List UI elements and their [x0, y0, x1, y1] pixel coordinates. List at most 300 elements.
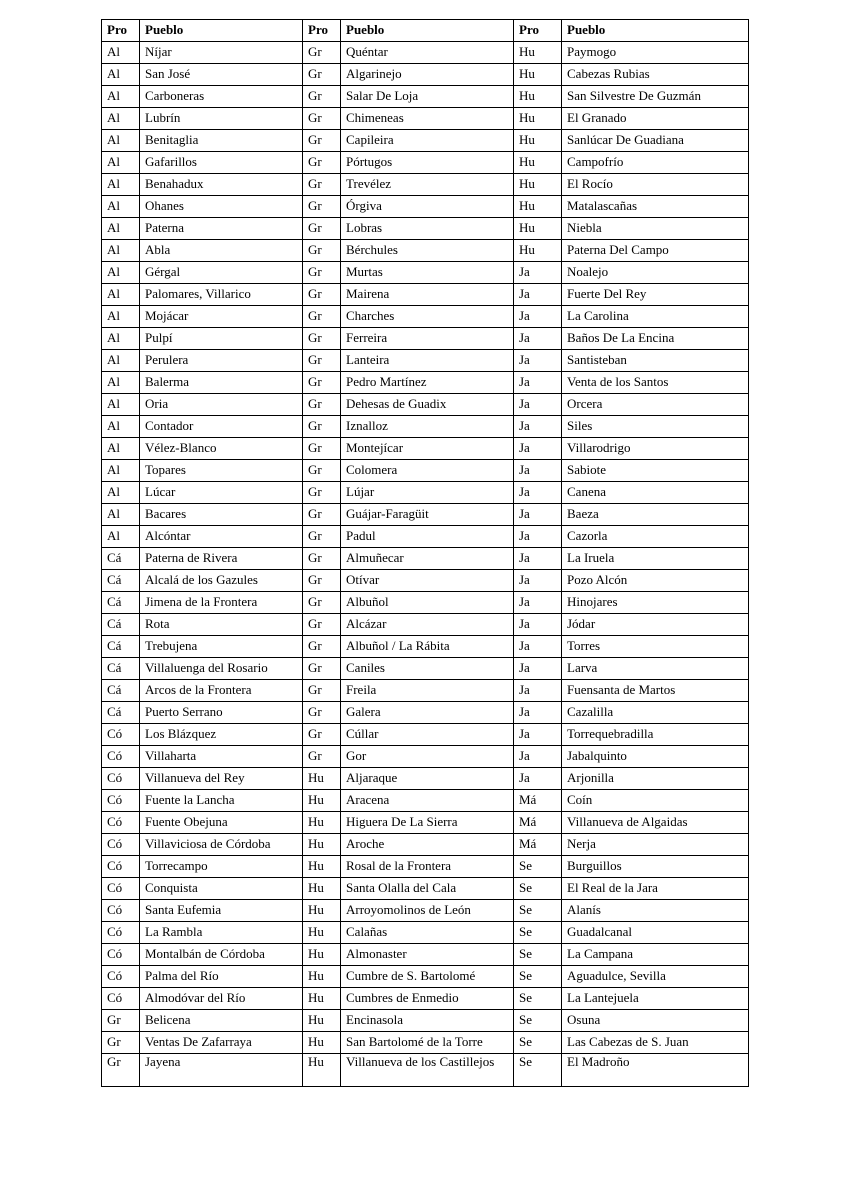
- province-cell: Gr: [303, 482, 341, 504]
- province-cell: Có: [102, 966, 140, 988]
- province-cell: Ja: [514, 504, 562, 526]
- province-cell: Ja: [514, 570, 562, 592]
- town-cell: Villaviciosa de Córdoba: [140, 834, 303, 856]
- table-row: [102, 812, 749, 834]
- province-cell: Se: [514, 922, 562, 944]
- province-cell: Se: [514, 878, 562, 900]
- town-cell: Albuñol / La Rábita: [341, 636, 514, 658]
- province-cell: Hu: [303, 1054, 341, 1087]
- province-cell: Gr: [303, 152, 341, 174]
- header-pro-3: Pro: [514, 20, 562, 42]
- province-cell: Hu: [303, 900, 341, 922]
- town-cell: Vélez-Blanco: [140, 438, 303, 460]
- table-row: [102, 350, 749, 372]
- province-cell: Al: [102, 86, 140, 108]
- town-cell: Contador: [140, 416, 303, 438]
- town-cell: Cazalilla: [562, 702, 749, 724]
- province-cell: Ja: [514, 526, 562, 548]
- province-cell: Có: [102, 768, 140, 790]
- province-cell: Hu: [514, 64, 562, 86]
- province-cell: Hu: [303, 1032, 341, 1054]
- town-cell: Fuerte Del Rey: [562, 284, 749, 306]
- town-cell: Guadalcanal: [562, 922, 749, 944]
- town-cell: Sabiote: [562, 460, 749, 482]
- town-cell: Venta de los Santos: [562, 372, 749, 394]
- table-row: [102, 1032, 749, 1054]
- town-cell: Montejícar: [341, 438, 514, 460]
- header-pueblo-1: Pueblo: [140, 20, 303, 42]
- table-body: [102, 42, 749, 1087]
- town-cell: Conquista: [140, 878, 303, 900]
- town-cell: Los Blázquez: [140, 724, 303, 746]
- province-cell: Hu: [303, 768, 341, 790]
- table-row: [102, 438, 749, 460]
- town-cell: Villaluenga del Rosario: [140, 658, 303, 680]
- table-row: [102, 42, 749, 64]
- province-cell: Cá: [102, 680, 140, 702]
- province-cell: Gr: [303, 218, 341, 240]
- province-cell: Gr: [303, 328, 341, 350]
- province-cell: Ja: [514, 614, 562, 636]
- province-cell: Gr: [102, 1010, 140, 1032]
- table-row: [102, 548, 749, 570]
- province-cell: Al: [102, 130, 140, 152]
- province-cell: Gr: [303, 394, 341, 416]
- province-cell: Se: [514, 900, 562, 922]
- towns-table: [101, 19, 749, 1087]
- town-cell: Cabezas Rubias: [562, 64, 749, 86]
- town-cell: Pozo Alcón: [562, 570, 749, 592]
- town-cell: La Rambla: [140, 922, 303, 944]
- province-cell: Ja: [514, 680, 562, 702]
- province-cell: Cá: [102, 702, 140, 724]
- town-cell: Albuñol: [341, 592, 514, 614]
- town-cell: Cumbres de Enmedio: [341, 988, 514, 1010]
- town-cell: Oria: [140, 394, 303, 416]
- province-cell: Ja: [514, 372, 562, 394]
- province-cell: Gr: [303, 702, 341, 724]
- table-row: [102, 570, 749, 592]
- town-cell: Algarinejo: [341, 64, 514, 86]
- table-row: [102, 724, 749, 746]
- province-cell: Gr: [303, 240, 341, 262]
- table-row: [102, 790, 749, 812]
- province-cell: Hu: [514, 108, 562, 130]
- table-row: [102, 64, 749, 86]
- town-cell: Sanlúcar De Guadiana: [562, 130, 749, 152]
- province-cell: Có: [102, 812, 140, 834]
- town-cell: Colomera: [341, 460, 514, 482]
- province-cell: Ja: [514, 306, 562, 328]
- province-cell: Gr: [303, 658, 341, 680]
- town-cell: Gérgal: [140, 262, 303, 284]
- table-row: [102, 834, 749, 856]
- table-row: [102, 196, 749, 218]
- town-cell: Aguadulce, Sevilla: [562, 966, 749, 988]
- town-cell: Guájar-Faragüit: [341, 504, 514, 526]
- province-cell: Gr: [303, 724, 341, 746]
- town-cell: Siles: [562, 416, 749, 438]
- header-pueblo-3: Pueblo: [562, 20, 749, 42]
- province-cell: Có: [102, 878, 140, 900]
- table-row: [102, 746, 749, 768]
- province-cell: Hu: [514, 152, 562, 174]
- province-cell: Al: [102, 328, 140, 350]
- table-row: [102, 526, 749, 548]
- province-cell: Gr: [303, 350, 341, 372]
- province-cell: Gr: [303, 108, 341, 130]
- town-cell: Rota: [140, 614, 303, 636]
- town-cell: Abla: [140, 240, 303, 262]
- town-cell: Santa Olalla del Cala: [341, 878, 514, 900]
- table-row: [102, 922, 749, 944]
- table-row: [102, 394, 749, 416]
- town-cell: Paterna Del Campo: [562, 240, 749, 262]
- town-cell: Pulpí: [140, 328, 303, 350]
- province-cell: Gr: [303, 130, 341, 152]
- town-cell: Cazorla: [562, 526, 749, 548]
- town-cell: Aljaraque: [341, 768, 514, 790]
- town-cell: Chimeneas: [341, 108, 514, 130]
- town-cell: Benahadux: [140, 174, 303, 196]
- province-cell: Hu: [303, 944, 341, 966]
- province-cell: Ja: [514, 394, 562, 416]
- province-cell: Gr: [303, 570, 341, 592]
- town-cell: Noalejo: [562, 262, 749, 284]
- table-row: [102, 900, 749, 922]
- town-cell: Arcos de la Frontera: [140, 680, 303, 702]
- town-cell: El Madroño: [562, 1054, 749, 1087]
- province-cell: Hu: [514, 130, 562, 152]
- province-cell: Se: [514, 856, 562, 878]
- province-cell: Má: [514, 812, 562, 834]
- town-cell: Alcóntar: [140, 526, 303, 548]
- town-cell: Dehesas de Guadix: [341, 394, 514, 416]
- town-cell: Coín: [562, 790, 749, 812]
- province-cell: Hu: [514, 218, 562, 240]
- province-cell: Al: [102, 460, 140, 482]
- province-cell: Ja: [514, 350, 562, 372]
- town-cell: Palma del Río: [140, 966, 303, 988]
- town-cell: La Lantejuela: [562, 988, 749, 1010]
- town-cell: Canena: [562, 482, 749, 504]
- town-cell: Alcázar: [341, 614, 514, 636]
- town-cell: Almodóvar del Río: [140, 988, 303, 1010]
- town-cell: El Rocío: [562, 174, 749, 196]
- province-cell: Gr: [303, 746, 341, 768]
- town-cell: Torrequebradilla: [562, 724, 749, 746]
- province-cell: Se: [514, 1032, 562, 1054]
- province-cell: Ja: [514, 262, 562, 284]
- town-cell: Topares: [140, 460, 303, 482]
- province-cell: Hu: [514, 240, 562, 262]
- table-row: [102, 614, 749, 636]
- town-cell: Almonaster: [341, 944, 514, 966]
- table-row: [102, 174, 749, 196]
- town-cell: Otívar: [341, 570, 514, 592]
- town-cell: Rosal de la Frontera: [341, 856, 514, 878]
- town-cell: Freila: [341, 680, 514, 702]
- province-cell: Hu: [303, 988, 341, 1010]
- province-cell: Al: [102, 438, 140, 460]
- town-cell: La Iruela: [562, 548, 749, 570]
- province-cell: Al: [102, 240, 140, 262]
- town-cell: Trebujena: [140, 636, 303, 658]
- town-cell: Matalascañas: [562, 196, 749, 218]
- province-cell: Gr: [303, 372, 341, 394]
- table-row: [102, 108, 749, 130]
- province-cell: Al: [102, 262, 140, 284]
- province-cell: Ja: [514, 702, 562, 724]
- town-cell: Aroche: [341, 834, 514, 856]
- province-cell: Gr: [303, 614, 341, 636]
- town-cell: Paymogo: [562, 42, 749, 64]
- province-cell: Al: [102, 504, 140, 526]
- town-cell: Caniles: [341, 658, 514, 680]
- town-cell: Belicena: [140, 1010, 303, 1032]
- town-cell: Villarodrigo: [562, 438, 749, 460]
- town-cell: Carboneras: [140, 86, 303, 108]
- province-cell: Ja: [514, 746, 562, 768]
- town-cell: Salar De Loja: [341, 86, 514, 108]
- town-cell: Mairena: [341, 284, 514, 306]
- town-cell: Lanteira: [341, 350, 514, 372]
- town-cell: Larva: [562, 658, 749, 680]
- town-cell: San Bartolomé de la Torre: [341, 1032, 514, 1054]
- town-cell: Lubrín: [140, 108, 303, 130]
- province-cell: Gr: [303, 196, 341, 218]
- town-cell: Jabalquinto: [562, 746, 749, 768]
- province-cell: Gr: [303, 64, 341, 86]
- town-cell: Fuente la Lancha: [140, 790, 303, 812]
- province-cell: Al: [102, 372, 140, 394]
- province-cell: Al: [102, 42, 140, 64]
- town-cell: Lobras: [341, 218, 514, 240]
- province-cell: Gr: [303, 284, 341, 306]
- table-row: [102, 152, 749, 174]
- town-cell: Orcera: [562, 394, 749, 416]
- province-cell: Hu: [303, 878, 341, 900]
- province-cell: Al: [102, 526, 140, 548]
- province-cell: Ja: [514, 636, 562, 658]
- town-cell: Gor: [341, 746, 514, 768]
- town-cell: La Carolina: [562, 306, 749, 328]
- province-cell: Gr: [303, 306, 341, 328]
- table-row: [102, 966, 749, 988]
- table-row: [102, 768, 749, 790]
- town-cell: Jimena de la Frontera: [140, 592, 303, 614]
- town-cell: San José: [140, 64, 303, 86]
- town-cell: Niebla: [562, 218, 749, 240]
- table-row: [102, 702, 749, 724]
- province-cell: Má: [514, 834, 562, 856]
- town-cell: Fuente Obejuna: [140, 812, 303, 834]
- town-cell: Villaharta: [140, 746, 303, 768]
- province-cell: Ja: [514, 438, 562, 460]
- table-row: [102, 680, 749, 702]
- province-cell: Hu: [514, 196, 562, 218]
- province-cell: Gr: [303, 174, 341, 196]
- province-cell: Ja: [514, 416, 562, 438]
- province-cell: Al: [102, 218, 140, 240]
- town-cell: Mojácar: [140, 306, 303, 328]
- province-cell: Gr: [102, 1054, 140, 1087]
- table-row: [102, 1010, 749, 1032]
- province-cell: Gr: [303, 262, 341, 284]
- town-cell: Trevélez: [341, 174, 514, 196]
- town-cell: Montalbán de Córdoba: [140, 944, 303, 966]
- town-cell: Iznalloz: [341, 416, 514, 438]
- town-cell: Pórtugos: [341, 152, 514, 174]
- town-cell: Ohanes: [140, 196, 303, 218]
- province-cell: Al: [102, 394, 140, 416]
- province-cell: Gr: [303, 592, 341, 614]
- town-cell: Órgiva: [341, 196, 514, 218]
- town-cell: Santisteban: [562, 350, 749, 372]
- town-cell: Osuna: [562, 1010, 749, 1032]
- province-cell: Gr: [303, 460, 341, 482]
- province-cell: Có: [102, 944, 140, 966]
- table-row: [102, 284, 749, 306]
- province-cell: Gr: [102, 1032, 140, 1054]
- table-row: [102, 944, 749, 966]
- table-row: [102, 130, 749, 152]
- town-cell: Nerja: [562, 834, 749, 856]
- town-cell: Balerma: [140, 372, 303, 394]
- town-cell: Níjar: [140, 42, 303, 64]
- town-cell: Padul: [341, 526, 514, 548]
- province-cell: Ja: [514, 460, 562, 482]
- province-cell: Ja: [514, 592, 562, 614]
- town-cell: Santa Eufemia: [140, 900, 303, 922]
- town-cell: El Granado: [562, 108, 749, 130]
- town-cell: Aracena: [341, 790, 514, 812]
- town-cell: Benitaglia: [140, 130, 303, 152]
- town-cell: Lúcar: [140, 482, 303, 504]
- province-cell: Se: [514, 988, 562, 1010]
- town-cell: Pedro Martínez: [341, 372, 514, 394]
- table-row: [102, 416, 749, 438]
- header-pro-1: Pro: [102, 20, 140, 42]
- town-cell: Paterna de Rivera: [140, 548, 303, 570]
- town-cell: Cúllar: [341, 724, 514, 746]
- province-cell: Hu: [514, 86, 562, 108]
- town-cell: Capileira: [341, 130, 514, 152]
- header-row: [102, 20, 749, 42]
- table-row: [102, 856, 749, 878]
- header-pueblo-2: Pueblo: [341, 20, 514, 42]
- province-cell: Cá: [102, 548, 140, 570]
- province-cell: Hu: [303, 834, 341, 856]
- province-cell: Gr: [303, 416, 341, 438]
- province-cell: Có: [102, 746, 140, 768]
- province-cell: Se: [514, 944, 562, 966]
- province-cell: Có: [102, 834, 140, 856]
- town-cell: Arjonilla: [562, 768, 749, 790]
- town-cell: Higuera De La Sierra: [341, 812, 514, 834]
- town-cell: Villanueva del Rey: [140, 768, 303, 790]
- province-cell: Có: [102, 988, 140, 1010]
- province-cell: Hu: [303, 922, 341, 944]
- town-cell: Baños De La Encina: [562, 328, 749, 350]
- table-row: [102, 878, 749, 900]
- table-row: [102, 372, 749, 394]
- town-cell: Fuensanta de Martos: [562, 680, 749, 702]
- province-cell: Hu: [303, 790, 341, 812]
- province-cell: Má: [514, 790, 562, 812]
- table-row: [102, 86, 749, 108]
- province-cell: Hu: [514, 42, 562, 64]
- town-cell: Lújar: [341, 482, 514, 504]
- town-cell: Arroyomolinos de León: [341, 900, 514, 922]
- town-cell: Gafarillos: [140, 152, 303, 174]
- town-cell: Puerto Serrano: [140, 702, 303, 724]
- town-cell: Murtas: [341, 262, 514, 284]
- town-cell: Paterna: [140, 218, 303, 240]
- province-cell: Cá: [102, 592, 140, 614]
- province-cell: Al: [102, 306, 140, 328]
- town-cell: Ventas De Zafarraya: [140, 1032, 303, 1054]
- province-cell: Hu: [514, 174, 562, 196]
- town-cell: Villanueva de Algaidas: [562, 812, 749, 834]
- table-row: [102, 988, 749, 1010]
- town-cell: Bacares: [140, 504, 303, 526]
- province-cell: Gr: [303, 636, 341, 658]
- province-cell: Al: [102, 416, 140, 438]
- header-pro-2: Pro: [303, 20, 341, 42]
- town-cell: Hinojares: [562, 592, 749, 614]
- province-cell: Có: [102, 900, 140, 922]
- province-cell: Se: [514, 1054, 562, 1087]
- town-cell: Cumbre de S. Bartolomé: [341, 966, 514, 988]
- province-cell: Cá: [102, 658, 140, 680]
- town-cell: Bérchules: [341, 240, 514, 262]
- table-row: [102, 1054, 749, 1087]
- table-row: [102, 328, 749, 350]
- town-cell: Villanueva de los Castillejos: [341, 1054, 514, 1087]
- town-cell: Charches: [341, 306, 514, 328]
- town-cell: Jayena: [140, 1054, 303, 1087]
- province-cell: Se: [514, 966, 562, 988]
- province-cell: Cá: [102, 570, 140, 592]
- table-row: [102, 636, 749, 658]
- province-cell: Al: [102, 284, 140, 306]
- town-cell: Las Cabezas de S. Juan: [562, 1032, 749, 1054]
- province-cell: Al: [102, 196, 140, 218]
- province-cell: Gr: [303, 526, 341, 548]
- province-cell: Hu: [303, 812, 341, 834]
- province-cell: Gr: [303, 680, 341, 702]
- town-cell: Torres: [562, 636, 749, 658]
- town-cell: Encinasola: [341, 1010, 514, 1032]
- town-cell: La Campana: [562, 944, 749, 966]
- province-cell: Ja: [514, 768, 562, 790]
- province-cell: Ja: [514, 548, 562, 570]
- province-cell: Gr: [303, 504, 341, 526]
- table-row: [102, 504, 749, 526]
- province-cell: Gr: [303, 86, 341, 108]
- table-row: [102, 240, 749, 262]
- province-cell: Al: [102, 482, 140, 504]
- town-cell: Jódar: [562, 614, 749, 636]
- town-cell: Quéntar: [341, 42, 514, 64]
- town-cell: Galera: [341, 702, 514, 724]
- town-cell: El Real de la Jara: [562, 878, 749, 900]
- town-cell: Calañas: [341, 922, 514, 944]
- province-cell: Gr: [303, 548, 341, 570]
- table-row: [102, 306, 749, 328]
- province-cell: Al: [102, 152, 140, 174]
